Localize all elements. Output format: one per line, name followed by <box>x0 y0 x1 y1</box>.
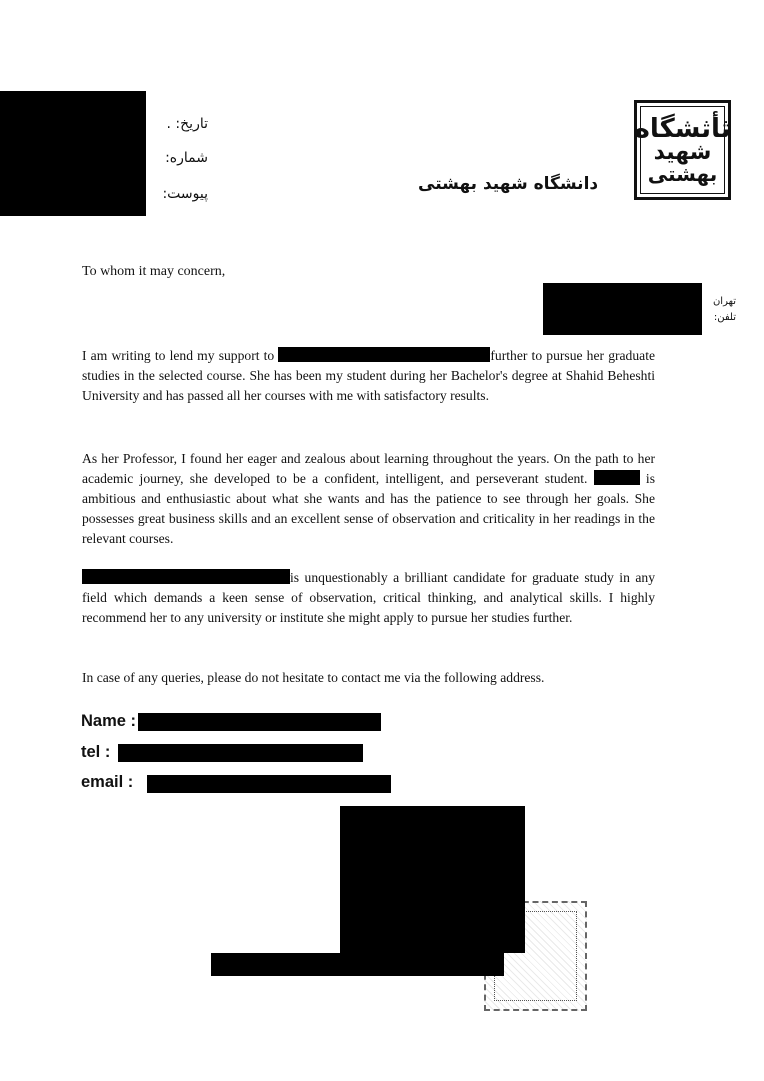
name-label: Name : <box>81 712 137 730</box>
redacted-student-name <box>278 347 490 362</box>
redacted-header-block <box>0 91 146 216</box>
city-label: تهران <box>712 296 736 307</box>
paragraph-3: is unquestionably a brilliant candidate for graduate study in any field which demands a keen sense of observation, critical thinking, and analytical skills. I highly recommend her to any university or institute she might apply to pursue her studies further. <box>82 570 655 625</box>
redacted-name-value <box>138 713 381 731</box>
paragraph-2: As her Professor, I found her eager and zealous about learning throughout the years. On the path to her academic journey, she developed to be a confident, intelligent, and perseverant student. is ambitious and enthusiastic about what she wants and has the patience to see through her goals. She possesses great business skills and an excellent sense of observation and criticality in her readings in the relevant courses. <box>82 451 655 546</box>
paragraph-1: I am writing to lend my support to further to pursue her graduate studies in the selected course. She has been my student during her Bachelor's degree at Shahid Beheshti University and has passed all her courses with me with satisfactory results. <box>82 348 655 403</box>
university-logo <box>634 100 731 200</box>
university-name: دانشگاه شهید بهشتی <box>418 174 599 194</box>
redacted-address-block <box>543 283 702 335</box>
number-label: شماره: <box>165 150 208 166</box>
redacted-student-name <box>594 470 640 485</box>
redacted-student-name <box>82 569 290 584</box>
paragraph-4: In case of any queries, please do not hesitate to contact me via the following address. <box>82 670 545 685</box>
phone-label: تلفن: <box>713 312 736 323</box>
logo-calligraphy: ثأثشگاه شهید بهشتی <box>634 114 731 186</box>
date-label: تاریخ: . <box>166 116 208 132</box>
redacted-signer-name <box>211 953 504 976</box>
email-label: email : <box>81 773 134 791</box>
redacted-signature-block <box>340 806 525 953</box>
redacted-tel-value <box>118 744 363 762</box>
attachment-label: پیوست: <box>162 186 208 202</box>
redacted-email-value <box>147 775 391 793</box>
tel-label: tel : <box>81 743 111 761</box>
salutation: To whom it may concern, <box>82 264 226 279</box>
